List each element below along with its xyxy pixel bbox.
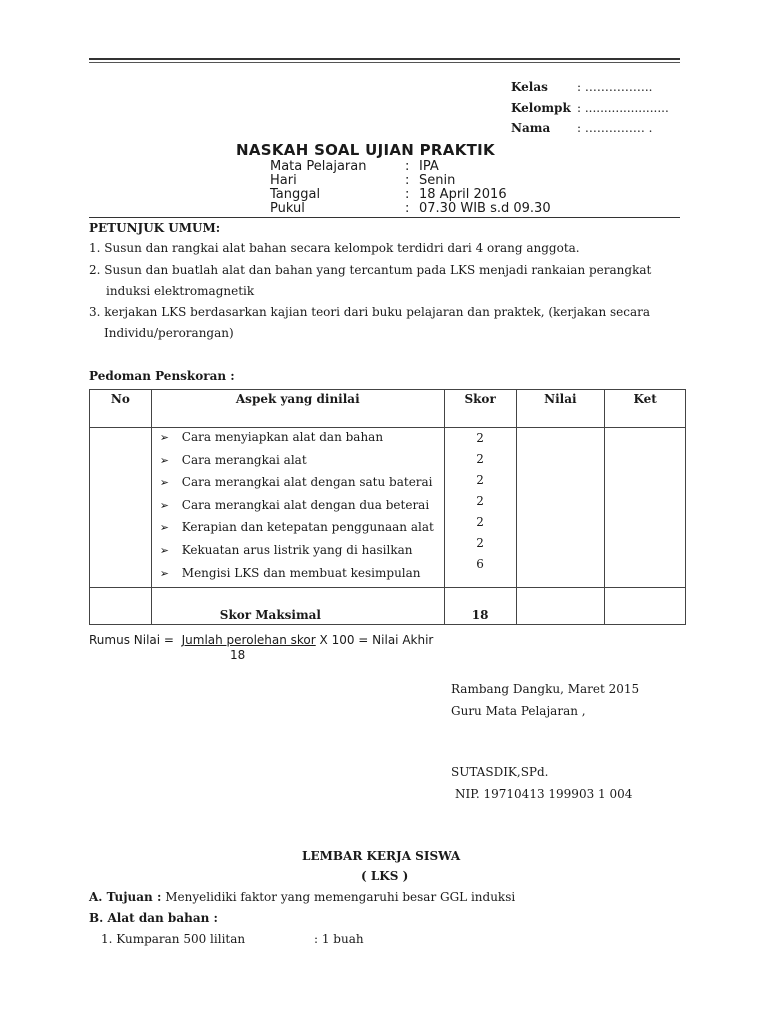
formula-prefix: Rumus Nilai = bbox=[89, 633, 174, 647]
kelas-label: Kelas bbox=[511, 80, 548, 94]
arrowhead-bullet-icon: ➢ bbox=[159, 431, 169, 444]
no-cell bbox=[90, 588, 152, 625]
score-value: 2 bbox=[476, 494, 484, 508]
lks-title: LEMBAR KERJA SISWA bbox=[302, 849, 461, 863]
meta-value: 18 April 2016 bbox=[419, 187, 507, 202]
formula-denominator: 18 bbox=[230, 648, 246, 662]
col-header-no: No bbox=[90, 390, 152, 428]
meta-value: 07.30 WIB s.d 09.30 bbox=[419, 201, 551, 216]
meta-key: Tanggal bbox=[270, 187, 321, 202]
aspect-list bbox=[152, 429, 444, 587]
goal-text: Menyelidiki faktor yang memengaruhi besar GGL induksi bbox=[165, 890, 516, 904]
arrowhead-bullet-icon: ➢ bbox=[159, 453, 169, 467]
title-divider bbox=[89, 217, 680, 218]
nilai-cell bbox=[516, 588, 605, 625]
score-value: 2 bbox=[476, 431, 484, 445]
col-header-aspect: Aspek yang dinilai bbox=[151, 390, 444, 428]
arrowhead-bullet-icon: ➢ bbox=[159, 566, 169, 580]
top-rule-thin bbox=[89, 62, 680, 63]
goal-label: A. Tujuan : bbox=[89, 890, 162, 904]
score-value: 2 bbox=[476, 473, 484, 487]
list-item bbox=[160, 497, 444, 520]
meta-key: Pukul bbox=[270, 201, 305, 216]
meta-sep: : bbox=[405, 201, 410, 216]
instruction-item: 2. Susun dan buatlah alat dan bahan yang tercantum pada LKS menjadi rankaian perangkat bbox=[89, 263, 652, 277]
meta-value: Senin bbox=[419, 173, 456, 188]
list-item bbox=[160, 519, 444, 542]
meta-row bbox=[270, 201, 551, 216]
aspect-label: Mengisi LKS dan membuat kesimpulan bbox=[181, 565, 421, 580]
tool-item: 1. Kumparan 500 lilitan bbox=[101, 932, 246, 946]
meta-row bbox=[270, 159, 439, 174]
signature-name: SUTASDIK,SPd. bbox=[451, 765, 549, 779]
max-score-label: Skor Maksimal bbox=[151, 588, 444, 625]
table-total-row bbox=[90, 588, 686, 625]
nama-value: : …………… . bbox=[577, 121, 653, 135]
arrowhead-bullet-icon: ➢ bbox=[159, 476, 169, 490]
aspect-label: Cara merangkai alat dengan dua beterai bbox=[181, 497, 430, 512]
ket-cell bbox=[605, 588, 686, 625]
nilai-cell bbox=[516, 428, 605, 588]
instruction-item: Individu/perorangan) bbox=[104, 326, 234, 340]
instructions-heading: PETUNJUK UMUM: bbox=[89, 221, 221, 235]
tools-heading: B. Alat dan bahan : bbox=[89, 911, 218, 925]
kelompok-label: Kelompk bbox=[511, 101, 571, 115]
aspect-label: Kekuatan arus listrik yang di hasilkan bbox=[181, 542, 413, 557]
col-header-value: Nilai bbox=[516, 390, 605, 428]
ket-cell bbox=[605, 428, 686, 588]
tool-qty: : 1 buah bbox=[314, 932, 364, 946]
kelas-value: : …………….. bbox=[577, 80, 653, 94]
kelas-field bbox=[511, 80, 653, 94]
score-value: 2 bbox=[476, 536, 484, 550]
instruction-item: 1. Susun dan rangkai alat bahan secara kelompok terdidri dari 4 orang anggota. bbox=[89, 241, 580, 255]
score-value: 2 bbox=[476, 452, 484, 466]
formula-suffix: X 100 = Nilai Akhir bbox=[319, 633, 434, 647]
goal-line bbox=[89, 890, 515, 904]
col-header-note: Ket bbox=[605, 390, 686, 428]
list-item bbox=[160, 474, 444, 497]
aspects-cell bbox=[151, 428, 444, 588]
aspect-label: Cara merangkai alat dengan satu baterai bbox=[181, 475, 433, 490]
lks-subtitle: ( LKS ) bbox=[361, 869, 409, 883]
max-score-value: 18 bbox=[444, 588, 516, 625]
meta-row bbox=[270, 173, 455, 188]
formula-numerator: Jumlah perolehan skor bbox=[181, 633, 316, 647]
no-cell bbox=[90, 428, 152, 588]
list-item bbox=[160, 565, 444, 588]
signature-nip: NIP. 19710413 199903 1 004 bbox=[455, 787, 633, 801]
meta-key: Mata Pelajaran bbox=[270, 159, 367, 174]
top-rule-thick bbox=[89, 58, 680, 60]
kelompok-value: : ...................... bbox=[577, 101, 669, 115]
formula bbox=[89, 633, 433, 647]
list-item bbox=[160, 542, 444, 565]
aspect-label: Cara menyiapkan alat dan bahan bbox=[181, 430, 384, 444]
scoring-table bbox=[89, 389, 686, 625]
instruction-item: induksi elektromagnetik bbox=[106, 284, 255, 298]
list-item bbox=[160, 452, 444, 475]
table-row bbox=[90, 428, 686, 588]
meta-row bbox=[270, 187, 507, 202]
aspect-label: Cara merangkai alat bbox=[181, 452, 307, 467]
col-header-score: Skor bbox=[444, 390, 516, 428]
arrowhead-bullet-icon: ➢ bbox=[159, 543, 169, 557]
signature-place-date: Rambang Dangku, Maret 2015 bbox=[451, 682, 640, 696]
meta-value: IPA bbox=[419, 159, 439, 174]
score-value: 2 bbox=[476, 515, 484, 529]
scoring-heading: Pedoman Penskoran : bbox=[89, 369, 235, 383]
nama-field bbox=[511, 121, 653, 135]
table-header-row bbox=[90, 390, 686, 428]
list-item bbox=[160, 429, 444, 452]
signature-role: Guru Mata Pelajaran , bbox=[451, 704, 586, 718]
meta-sep: : bbox=[405, 173, 410, 188]
meta-sep: : bbox=[405, 187, 410, 202]
aspect-label: Kerapian dan ketepatan penggunaan alat bbox=[181, 520, 434, 535]
score-value: 6 bbox=[476, 557, 484, 571]
meta-key: Hari bbox=[270, 173, 297, 188]
arrowhead-bullet-icon: ➢ bbox=[159, 521, 169, 535]
scores-cell bbox=[444, 428, 516, 588]
instruction-item: 3. kerjakan LKS berdasarkan kajian teori dari buku pelajaran dan praktek, (kerjakan secara bbox=[89, 305, 651, 319]
page-title: NASKAH SOAL UJIAN PRAKTIK bbox=[236, 141, 495, 159]
kelompok-field bbox=[511, 101, 669, 115]
score-list bbox=[445, 431, 516, 578]
nama-label: Nama bbox=[511, 121, 551, 135]
meta-sep: : bbox=[405, 159, 410, 174]
arrowhead-bullet-icon: ➢ bbox=[159, 498, 169, 512]
